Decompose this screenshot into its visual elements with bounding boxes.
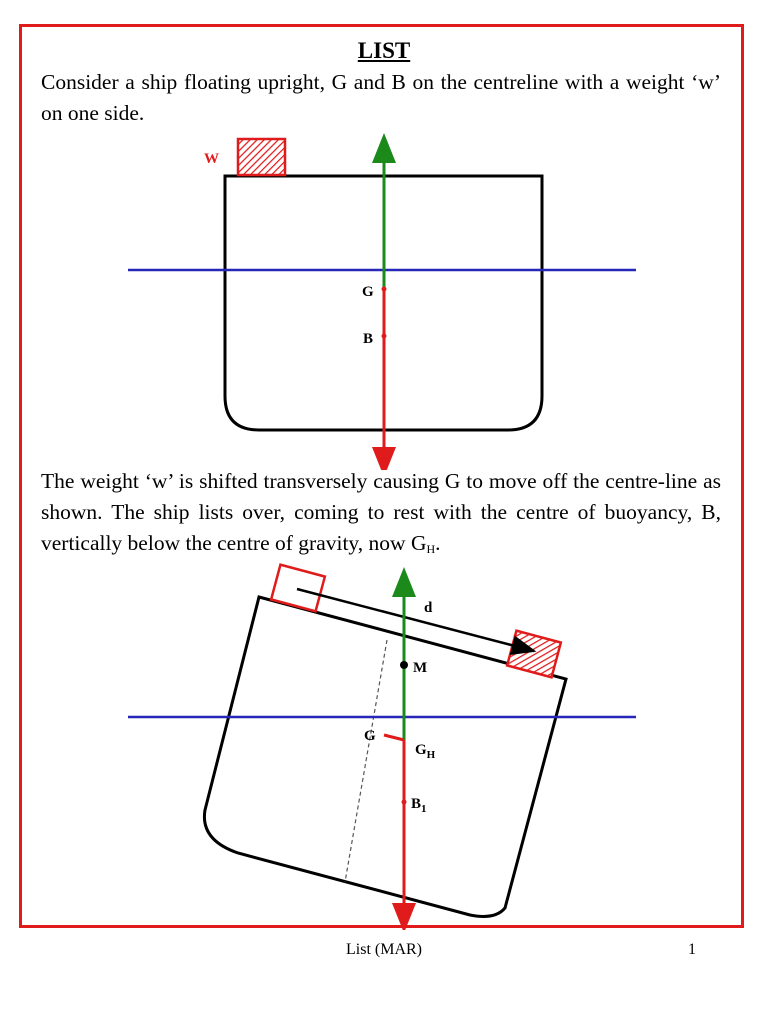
g-point xyxy=(382,287,387,292)
shift-paragraph-subscript: H xyxy=(426,542,436,556)
intro-paragraph: Consider a ship floating upright, G and B on the centreline with a weight ‘w’ on one side. xyxy=(41,70,721,125)
b1-label xyxy=(411,796,427,815)
gh-label-sub: H xyxy=(426,749,436,761)
b-label: B xyxy=(363,331,374,347)
d-label: d xyxy=(424,600,433,616)
page-title: LIST xyxy=(357,38,411,63)
footer-title: List (MAR) xyxy=(346,941,422,958)
b1-label-sub: 1 xyxy=(421,803,427,815)
g-label-2: G xyxy=(364,728,376,744)
listed-ship-diagram xyxy=(0,560,768,930)
gh-label xyxy=(415,742,436,761)
page-number: 1 xyxy=(688,941,696,958)
m-point xyxy=(400,661,408,669)
m-label: M xyxy=(413,660,428,676)
upright-ship-diagram xyxy=(0,130,768,470)
shifted-weight-block xyxy=(507,631,561,678)
g-shift-line xyxy=(384,735,404,740)
shift-paragraph-text: The weight ‘w’ is shifted transversely causing G to move off the centre-line as shown. The ship lists over, coming to rest with the centre of buoyancy, B, vertically below the centre of gravity, now G xyxy=(41,469,721,555)
g-label: G xyxy=(362,284,374,300)
ship-centreline xyxy=(345,640,387,882)
b1-label-main: B xyxy=(411,796,422,812)
b-point xyxy=(382,334,387,339)
b1-point xyxy=(402,800,407,805)
weight-label: W xyxy=(204,151,219,167)
shift-paragraph xyxy=(41,466,721,565)
shift-paragraph-end: . xyxy=(435,531,441,555)
weight-block xyxy=(238,139,285,175)
gh-label-main: G xyxy=(415,742,427,758)
shift-distance-arrow xyxy=(297,589,534,651)
